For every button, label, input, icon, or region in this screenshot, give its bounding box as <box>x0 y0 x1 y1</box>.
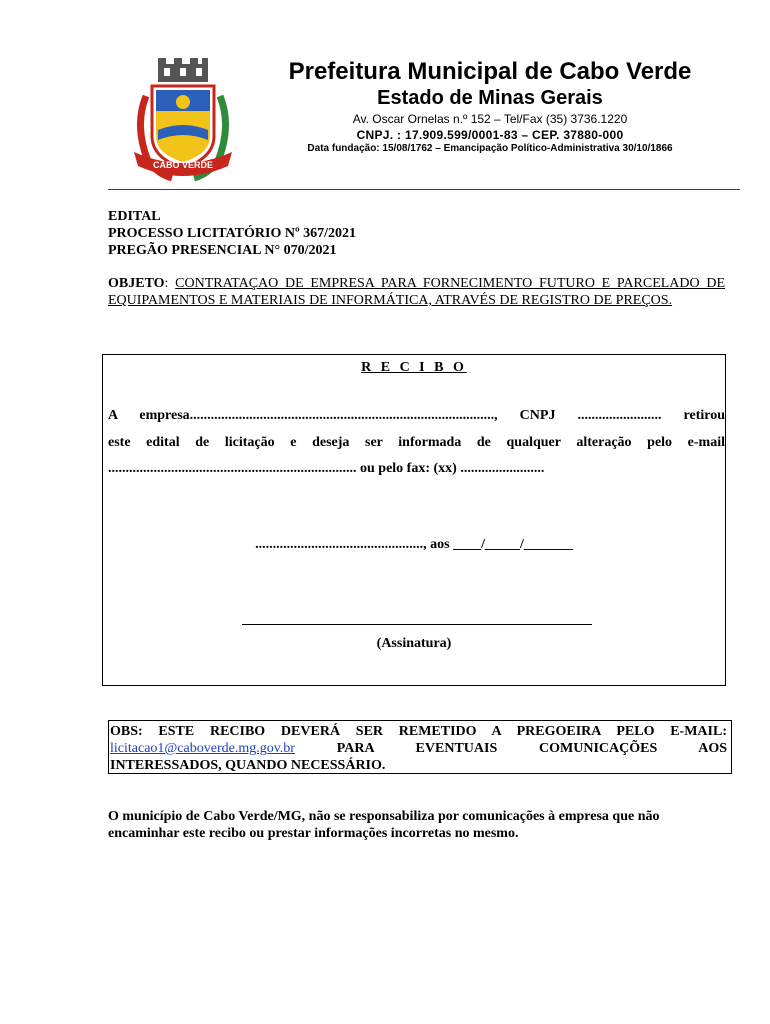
email-link[interactable]: licitacao1@caboverde.mg.gov.br <box>110 741 295 756</box>
edital-block <box>108 208 356 259</box>
signature-line <box>242 624 592 625</box>
footer-disclaimer: O município de Cabo Verde/MG, não se responsabiliza por comunicações à empresa que não encaminhar este recibo ou prestar informações incorretas no mesmo. <box>108 809 660 841</box>
receipt-title: R E C I B O <box>361 360 467 375</box>
city-crest <box>128 56 238 186</box>
receipt-fax-line: ....................................................................... ou pelo fax: (xx) ........................ <box>108 461 545 476</box>
edital-heading: EDITAL <box>108 209 161 224</box>
objeto-block: OBJETO: CONTRATAÇAO DE EMPRESA PARA FORNECIMENTO FUTURO E PARCELADO DE EQUIPAMENTOS E MATERIAIS DE INFORMÁTICA, ATRAVÉS DE REGISTRO DE PREÇOS. <box>108 276 726 308</box>
pregao-number: PREGÃO PRESENCIAL N° 070/2021 <box>108 243 337 258</box>
founding-line: Data fundação: 15/08/1762 – Emancipação Político-Administrativa 30/10/1866 <box>307 143 673 154</box>
crest-ribbon-text: CABO VERDE <box>152 160 214 170</box>
objeto-label: OBJETO <box>108 276 165 291</box>
obs-line-1: OBS: ESTE RECIBO DEVERÁ SER REMETIDO A PREGOEIRA PELO E-MAIL: <box>110 724 727 739</box>
receipt-place-date: ................................................, aos ____/_____/_______ <box>255 537 573 552</box>
cnpj-line: CNPJ. : 17.909.599/0001-83 – CEP. 37880-000 <box>356 128 624 142</box>
page-title: Prefeitura Municipal de Cabo Verde <box>288 58 692 85</box>
receipt-email-line: este edital de licitação e deseja ser informada de qualquer alteração pelo e-mail <box>108 435 725 450</box>
obs-line-2-rest: PARA EVENTUAIS COMUNICAÇÕES AOS <box>336 741 727 756</box>
page-subtitle: Estado de Minas Gerais <box>377 87 603 109</box>
address-line: Av. Oscar Ornelas n.º 152 – Tel/Fax (35) 3736.1220 <box>352 112 628 126</box>
obs-text <box>110 723 727 774</box>
obs-line-3: INTERESSADOS, QUANDO NECESSÁRIO. <box>110 758 386 773</box>
process-number: PROCESSO LICITATÓRIO Nº 367/2021 <box>108 226 356 241</box>
receipt-company-line: A empresa......................................................................................., CNPJ ........................ retirou <box>108 408 725 423</box>
signature-label: (Assinatura) <box>376 636 452 651</box>
objeto-text: CONTRATAÇAO DE EMPRESA PARA FORNECIMENTO FUTURO E PARCELADO DE EQUIPAMENTOS E MATERIAIS DE INFORMÁTICA, ATRAVÉS DE REGISTRO DE PREÇOS. <box>108 276 726 308</box>
header-divider <box>108 189 740 190</box>
obs-line-2 <box>110 740 727 757</box>
